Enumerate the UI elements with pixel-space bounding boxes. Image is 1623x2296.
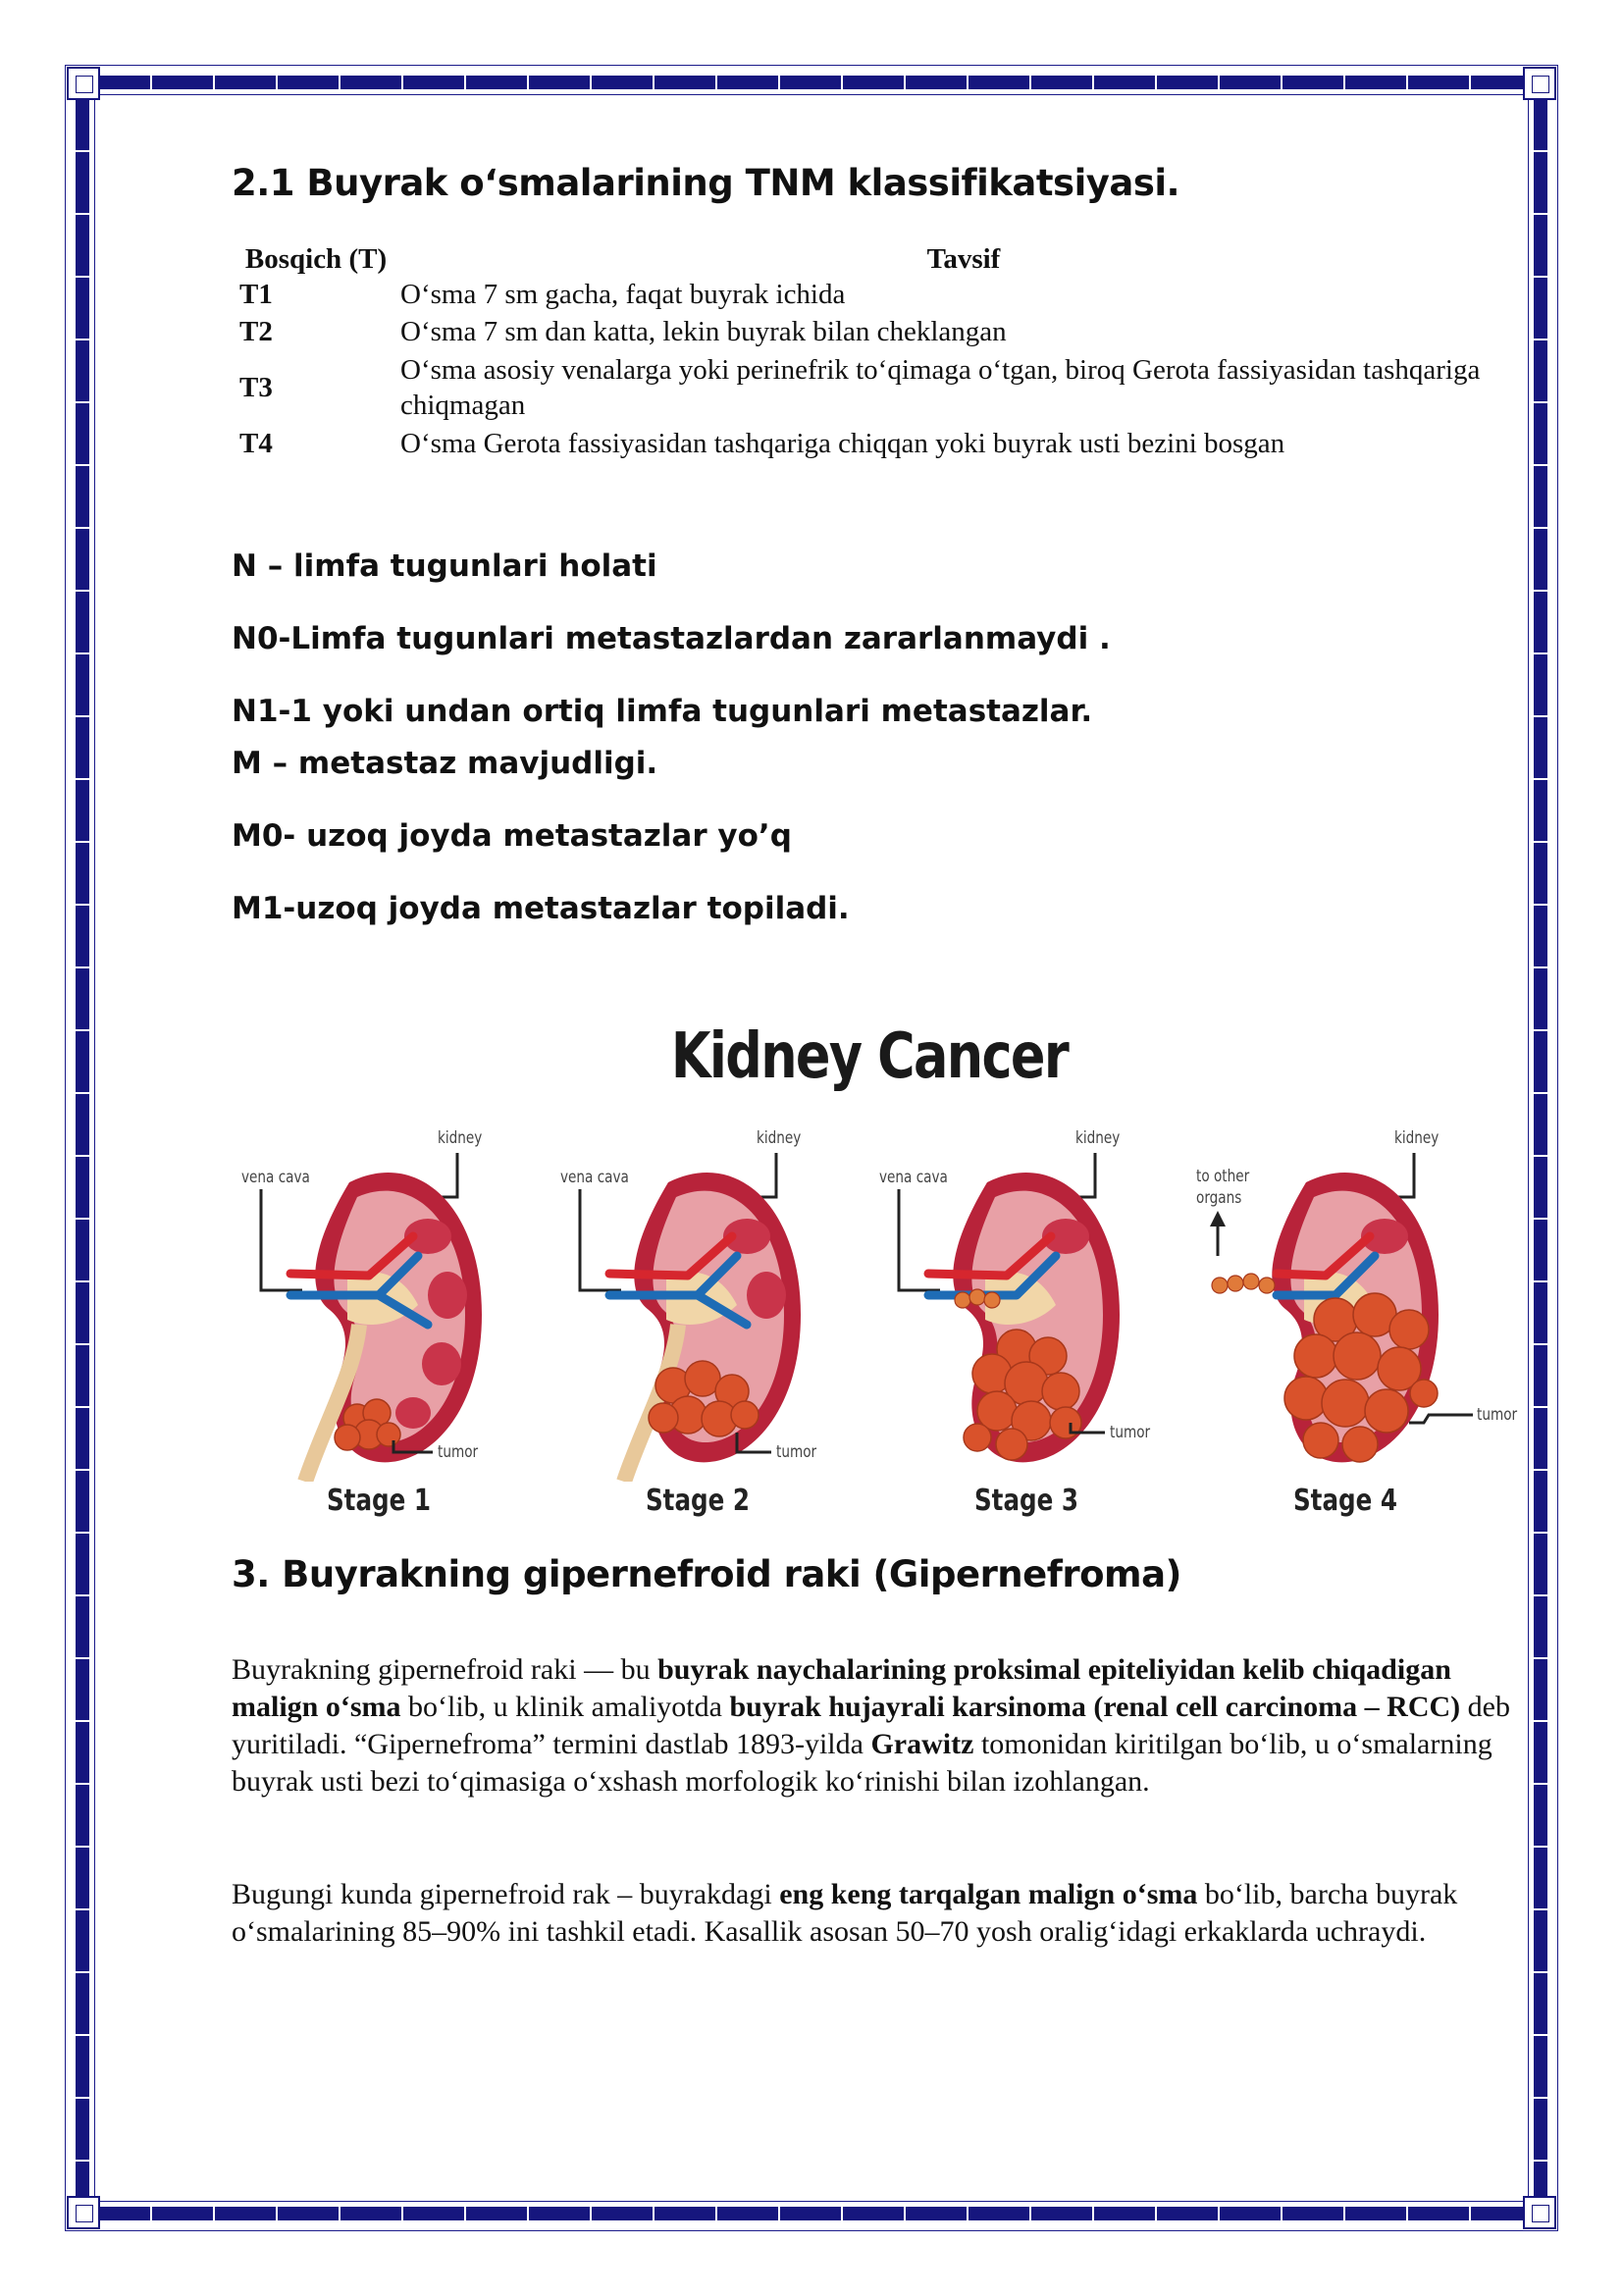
text-run: Buyrakning gipernefroid raki — bu (232, 1653, 658, 1686)
table-header-row (232, 243, 1527, 276)
table-header-description: Tavsif (926, 243, 1001, 275)
vena-cava-label: vena cava (560, 1168, 629, 1187)
paragraph-prevalence (232, 1876, 1537, 1951)
stage-label: Stage 2 (645, 1484, 751, 1518)
text-run: bo‘lib, u klinik amaliyotda (400, 1691, 730, 1723)
border-corner-bottom-left (67, 2196, 100, 2229)
stage-description: O‘sma asosiy venalarga yoki perinefrik to‘qimaga o‘tgan, biroq Gerota fassiyasidan tashqariga chiqmagan (400, 354, 1481, 421)
stage-description: O‘sma Gerota fassiyasidan tashqariga chiqqan yoki buyrak usti bezini bosgan (400, 428, 1285, 459)
bold-text-run: eng keng tarqalgan malign o‘sma (779, 1878, 1198, 1910)
illustration-title: Kidney Cancer (670, 1020, 1069, 1093)
n1-line: N1-1 yoki undan ortiq limfa tugunlari metastazlar. (232, 694, 1093, 729)
table-row (232, 425, 1527, 462)
border-ticks-top (89, 76, 1534, 91)
kidney-cancer-illustration (232, 1020, 1518, 1531)
table-header-stage: Bosqich (T) (244, 243, 388, 275)
section-title-tnm: 2.1 Buyrak o‘smalarining TNM klassifikatsiyasi. (232, 162, 1180, 204)
kidney-label: kidney (438, 1128, 483, 1148)
stage-label: Stage 1 (326, 1484, 432, 1518)
kidney-label: kidney (757, 1128, 802, 1148)
table-row (232, 276, 1527, 313)
stage-1-panel (232, 1128, 555, 1531)
border-ticks-left (76, 89, 91, 2207)
vena-cava-label: vena cava (879, 1168, 948, 1187)
stage-code: T1 (239, 279, 273, 310)
bold-text-run: Grawitz (870, 1728, 974, 1760)
stage-description: O‘sma 7 sm gacha, faqat buyrak ichida (400, 279, 846, 310)
kidney-label: kidney (1394, 1128, 1440, 1148)
stage-code: T3 (239, 372, 273, 403)
stage-code: T4 (239, 428, 273, 459)
stage-code: T2 (239, 316, 273, 347)
vena-cava-label: vena cava (241, 1168, 310, 1187)
bold-text-run: buyrak naychalarining proksimal epiteliyidan kelib chiqadigan malign o‘sma (232, 1653, 1451, 1723)
stage-label: Stage 4 (1292, 1484, 1398, 1518)
text-run: tomonidan kiritilgan bo‘lib, u o‘smalarning buyrak usti bezi to‘qimasiga o‘xshash morfologik ko‘rinishi bilan izohlangan. (232, 1728, 1492, 1798)
border-ticks-bottom (89, 2207, 1534, 2222)
section-title-gipernefroma: 3. Buyrakning gipernefroid raki (Gipernefroma) (232, 1553, 1181, 1595)
tumor-label: tumor (438, 1442, 479, 1462)
paragraph-definition (232, 1651, 1537, 1800)
stage-label: Stage 3 (973, 1484, 1079, 1518)
stage-3-panel (869, 1128, 1193, 1531)
kidney-label: kidney (1075, 1128, 1121, 1148)
text-run: deb yuritiladi. “Gipernefroma” termini dastlab 1893-yilda (232, 1691, 1510, 1760)
table-row (232, 313, 1527, 350)
tumor-label: tumor (1477, 1405, 1518, 1425)
n0-line: N0-Limfa tugunlari metastazlardan zararlanmaydi . (232, 621, 1111, 656)
tumor-label: tumor (1110, 1423, 1151, 1442)
border-corner-top-left (67, 67, 100, 100)
m-heading: M – metastaz mavjudligi. (232, 746, 658, 781)
m0-line: M0- uzoq joyda metastazlar yo’q (232, 818, 792, 854)
border-corner-bottom-right (1523, 2196, 1556, 2229)
stage-4-panel (1188, 1128, 1518, 1531)
n-heading: N – limfa tugunlari holati (232, 548, 657, 584)
tumor-label: tumor (776, 1442, 817, 1462)
stage-description: O‘sma 7 sm dan katta, lekin buyrak bilan cheklangan (400, 316, 1007, 347)
tnm-table (232, 243, 1527, 462)
table-row (232, 350, 1527, 425)
text-run: Bugungi kunda gipernefroid rak – buyrakdagi (232, 1878, 780, 1910)
stage-2-panel (550, 1128, 874, 1531)
border-corner-top-right (1523, 67, 1556, 100)
text-run: bo‘lib, barcha buyrak o‘smalarining 85–90% ini tashkil etadi. Kasallik asosan 50–70 yosh oralig‘idagi erkaklarda uchraydi. (232, 1878, 1458, 1948)
m1-line: M1-uzoq joyda metastazlar topiladi. (232, 891, 850, 926)
bold-text-run: buyrak hujayrali karsinoma (renal cell carcinoma – RCC) (729, 1691, 1461, 1723)
to-other-organs-label: to other organs (1196, 1167, 1250, 1208)
